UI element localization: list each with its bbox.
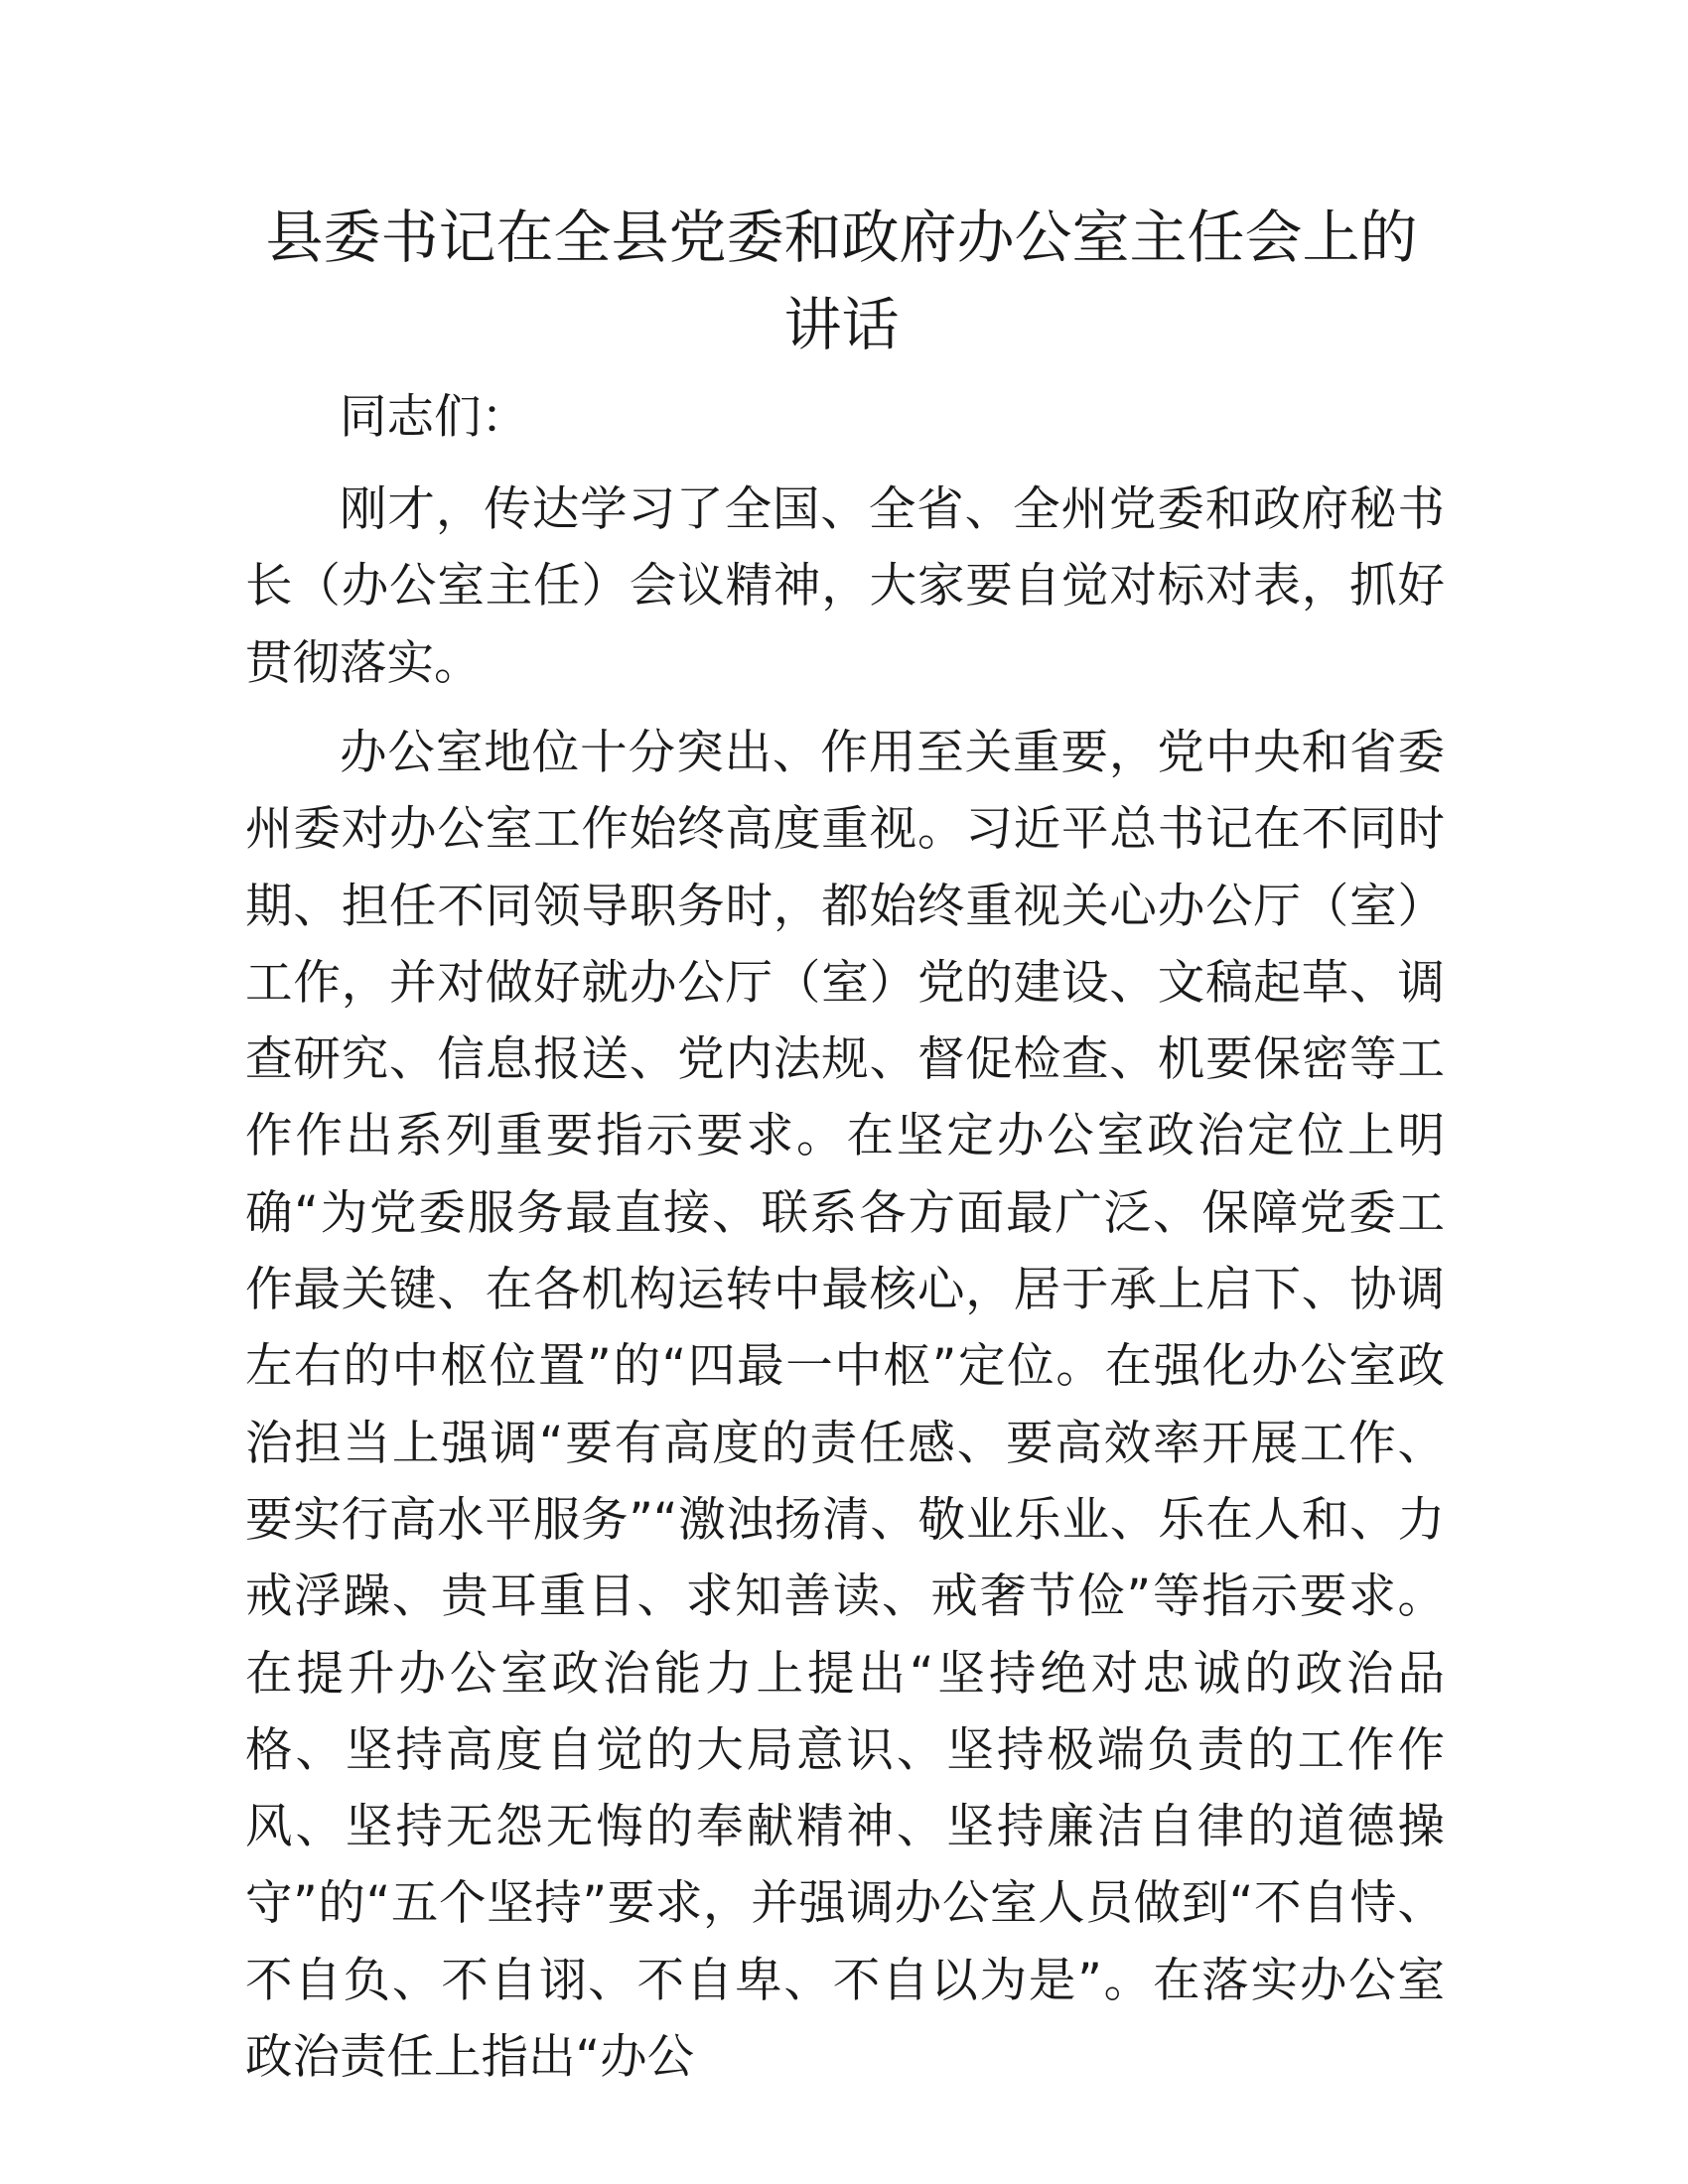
paragraph-1: 刚才，传达学习了全国、全省、全州党委和政府秘书长（办公室主任）会议精神，大家要自觉对标对表，抓好贯彻落实。 — [245, 482, 1445, 691]
document-title — [238, 194, 1445, 368]
title-line-1: 县委书记在全县党委和政府办公室主任会上的 — [265, 204, 1418, 271]
title-line-2: 讲话 — [783, 291, 900, 358]
paragraph-2: 办公室地位十分突出、作用至关重要，党中央和省委州委对办公室工作始终高度重视。习近平总书记在不同时期、担任不同领导职务时，都始终重视关心办公厅（室）工作，并对做好就办公厅（室）党的建设、文稿起草、调查研究、信息报送、党内法规、督促检查、机要保密等工作作出系列重要指示要求。在坚定办公室政治定位上明确“为党委服务最直接、联系各方面最广泛、保障党委工作最关键、在各机构运转中最核心，居于承上启下、协调左右的中枢位置”的“四最一中枢”定位。在强化办公室政治担当上强调“要有高度的责任感、要高效率开展工作、要实行高水平服务”“激浊扬清、敬业乐业、乐在人和、力戒浮躁、贵耳重目、求知善读、戒奢节俭”等指示要求。在提升办公室政治能力上提出“坚持绝对忠诚的政治品格、坚持高度自觉的大局意识、坚持极端负责的工作作风、坚持无怨无悔的奉献精神、坚持廉洁自律的道德操守”的“五个坚持”要求，并强调办公室人员做到“不自恃、不自负、不自诩、不自卑、不自以为是”。在落实办公室政治责任上指出“办公 — [245, 726, 1445, 2086]
greeting: 同志们： — [340, 390, 528, 445]
